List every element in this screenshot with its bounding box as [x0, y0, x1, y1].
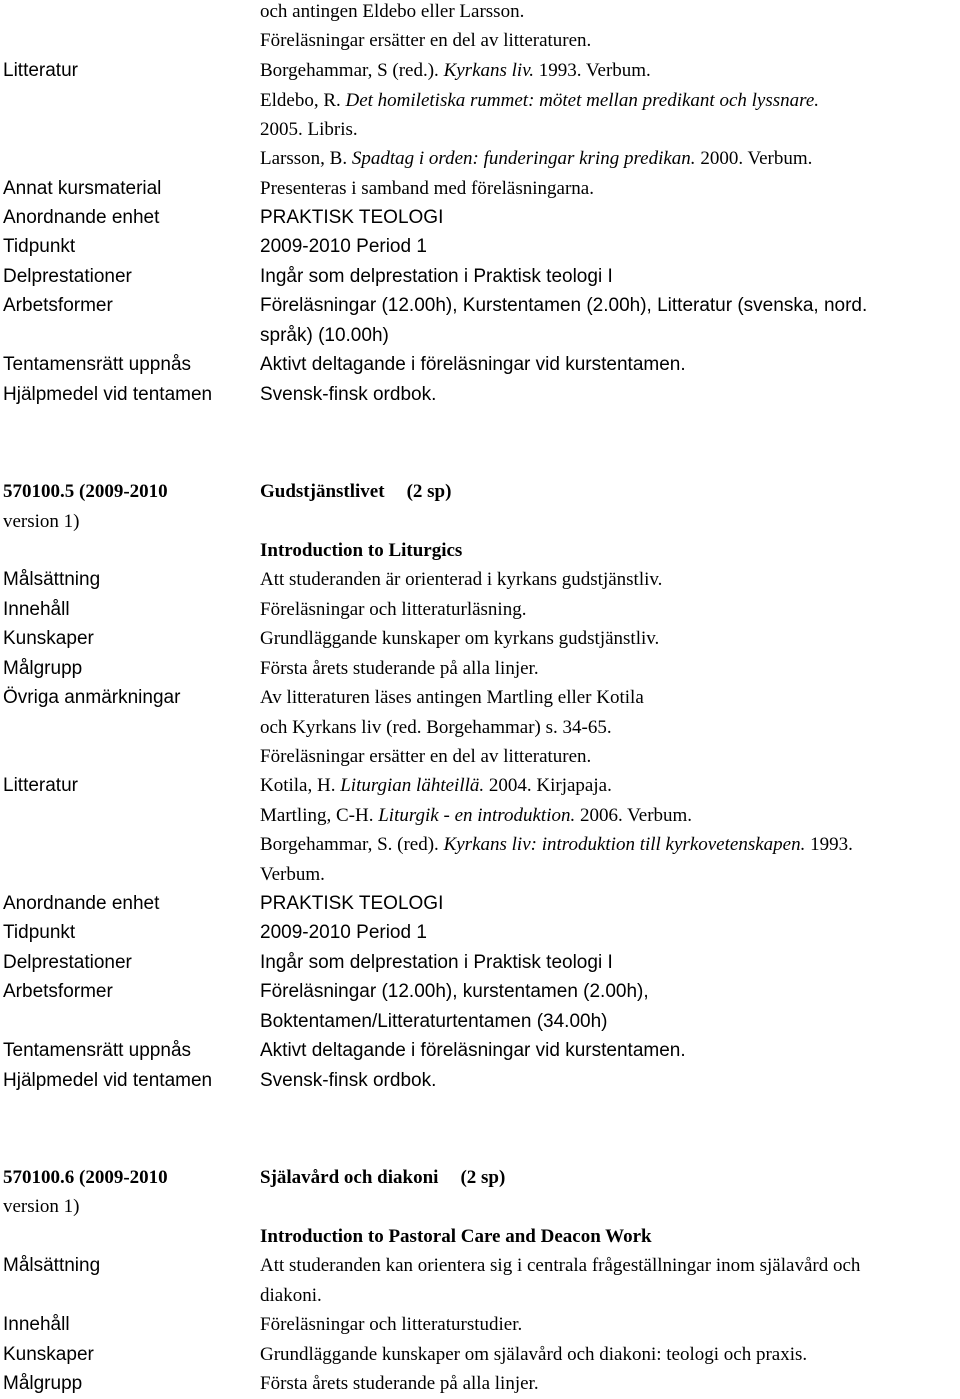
literature-ref: 2005. Libris.: [260, 119, 358, 140]
arbetsformer-value: språk) (10.00h): [260, 325, 389, 346]
innehall-label: Innehåll: [3, 599, 70, 620]
delprestationer-label: Delprestationer: [3, 952, 132, 973]
anordnande-value: PRAKTISK TEOLOGI: [260, 893, 444, 914]
literature-ref: Larsson, B. Spadtag i orden: funderingar kring predikan. 2000. Verbum.: [260, 148, 813, 169]
hjalpmedel-value: Svensk-finsk ordbok.: [260, 384, 437, 405]
kunskaper-value: Grundläggande kunskaper om kyrkans gudstjänstliv.: [260, 628, 660, 649]
ovriga-value: Föreläsningar ersätter en del av litteraturen.: [260, 746, 592, 767]
kunskaper-label: Kunskaper: [3, 1344, 94, 1365]
course-english-title: Introduction to Pastoral Care and Deacon Work: [260, 1226, 652, 1247]
litteratur-label: Litteratur: [3, 775, 78, 796]
anordnande-label: Anordnande enhet: [3, 207, 160, 228]
arbetsformer-label: Arbetsformer: [3, 295, 113, 316]
literature-ref: Borgehammar, S. (red). Kyrkans liv: introduktion till kyrkovetenskapen. 1993.: [260, 834, 853, 855]
innehall-value: Föreläsningar och litteraturstudier.: [260, 1314, 523, 1335]
hjalpmedel-label: Hjälpmedel vid tentamen: [3, 1070, 213, 1091]
kunskaper-value: Grundläggande kunskaper om själavård och diakoni: teologi och praxis.: [260, 1344, 808, 1365]
innehall-value: Föreläsningar och litteraturläsning.: [260, 599, 527, 620]
tentamensratt-value: Aktivt deltagande i föreläsningar vid kurstentamen.: [260, 1040, 686, 1061]
arbetsformer-value: Föreläsningar (12.00h), kurstentamen (2.00h),: [260, 981, 649, 1002]
course-version: version 1): [3, 1196, 80, 1217]
course-title: Själavård och diakoni: [260, 1167, 439, 1188]
tidpunkt-label: Tidpunkt: [3, 922, 76, 943]
hjalpmedel-value: Svensk-finsk ordbok.: [260, 1070, 437, 1091]
delprestationer-label: Delprestationer: [3, 266, 132, 287]
tidpunkt-label: Tidpunkt: [3, 236, 76, 257]
tentamensratt-label: Tentamensrätt uppnås: [3, 1040, 192, 1061]
annat-kursmaterial-value: Presenteras i samband med föreläsningarna.: [260, 178, 594, 199]
tidpunkt-value: 2009-2010 Period 1: [260, 236, 427, 257]
litteratur-label: Litteratur: [3, 60, 78, 81]
malgrupp-value: Första årets studerande på alla linjer.: [260, 1373, 539, 1394]
delprestationer-value: Ingår som delprestation i Praktisk teologi I: [260, 952, 613, 973]
literature-ref: Eldebo, R. Det homiletiska rummet: mötet mellan predikant och lyssnare.: [260, 90, 819, 111]
arbetsformer-label: Arbetsformer: [3, 981, 113, 1002]
ovriga-value: Av litteraturen läses antingen Martling eller Kotila: [260, 687, 644, 708]
ovriga-value: och Kyrkans liv (red. Borgehammar) s. 34-65.: [260, 717, 612, 738]
annat-kursmaterial-label: Annat kursmaterial: [3, 178, 162, 199]
course-version: version 1): [3, 511, 80, 532]
ovriga-continuation-1: och antingen Eldebo eller Larsson.: [260, 1, 525, 22]
arbetsformer-value: Föreläsningar (12.00h), Kurstentamen (2.00h), Litteratur (svenska, nord.: [260, 295, 868, 316]
course-code: 570100.5 (2009-2010: [3, 481, 168, 502]
innehall-label: Innehåll: [3, 1314, 70, 1335]
literature-ref: Borgehammar, S (red.). Kyrkans liv. 1993. Verbum.: [260, 60, 651, 81]
anordnande-value: PRAKTISK TEOLOGI: [260, 207, 444, 228]
malsattning-value: Att studeranden kan orientera sig i centrala frågeställningar inom själavård och: [260, 1255, 861, 1276]
anordnande-label: Anordnande enhet: [3, 893, 160, 914]
malsattning-label: Målsättning: [3, 1255, 101, 1276]
arbetsformer-value: Boktentamen/Litteraturtentamen (34.00h): [260, 1011, 608, 1032]
malgrupp-value: Första årets studerande på alla linjer.: [260, 658, 539, 679]
course-credits: (2 sp): [406, 481, 452, 502]
course-credits: (2 sp): [460, 1167, 506, 1188]
course-english-title: Introduction to Liturgics: [260, 540, 463, 561]
delprestationer-value: Ingår som delprestation i Praktisk teologi I: [260, 266, 613, 287]
malgrupp-label: Målgrupp: [3, 1373, 83, 1394]
malsattning-value: Att studeranden är orienterad i kyrkans gudstjänstliv.: [260, 569, 663, 590]
course-title-line: [260, 477, 451, 507]
kunskaper-label: Kunskaper: [3, 628, 94, 649]
malsattning-value: diakoni.: [260, 1285, 322, 1306]
malgrupp-label: Målgrupp: [3, 658, 83, 679]
course-title: Gudstjänstlivet: [260, 481, 385, 502]
course-code: 570100.6 (2009-2010: [3, 1167, 168, 1188]
ovriga-continuation-2: Föreläsningar ersätter en del av litteraturen.: [260, 30, 592, 51]
malsattning-label: Målsättning: [3, 569, 101, 590]
tentamensratt-label: Tentamensrätt uppnås: [3, 354, 192, 375]
literature-ref: Verbum.: [260, 864, 325, 885]
ovriga-label: Övriga anmärkningar: [3, 687, 181, 708]
tidpunkt-value: 2009-2010 Period 1: [260, 922, 427, 943]
tentamensratt-value: Aktivt deltagande i föreläsningar vid kurstentamen.: [260, 354, 686, 375]
course-title-line: [260, 1163, 505, 1193]
literature-ref: Martling, C-H. Liturgik - en introduktion. 2006. Verbum.: [260, 805, 693, 826]
literature-ref: Kotila, H. Liturgian lähteillä. 2004. Kirjapaja.: [260, 775, 612, 796]
hjalpmedel-label: Hjälpmedel vid tentamen: [3, 384, 213, 405]
